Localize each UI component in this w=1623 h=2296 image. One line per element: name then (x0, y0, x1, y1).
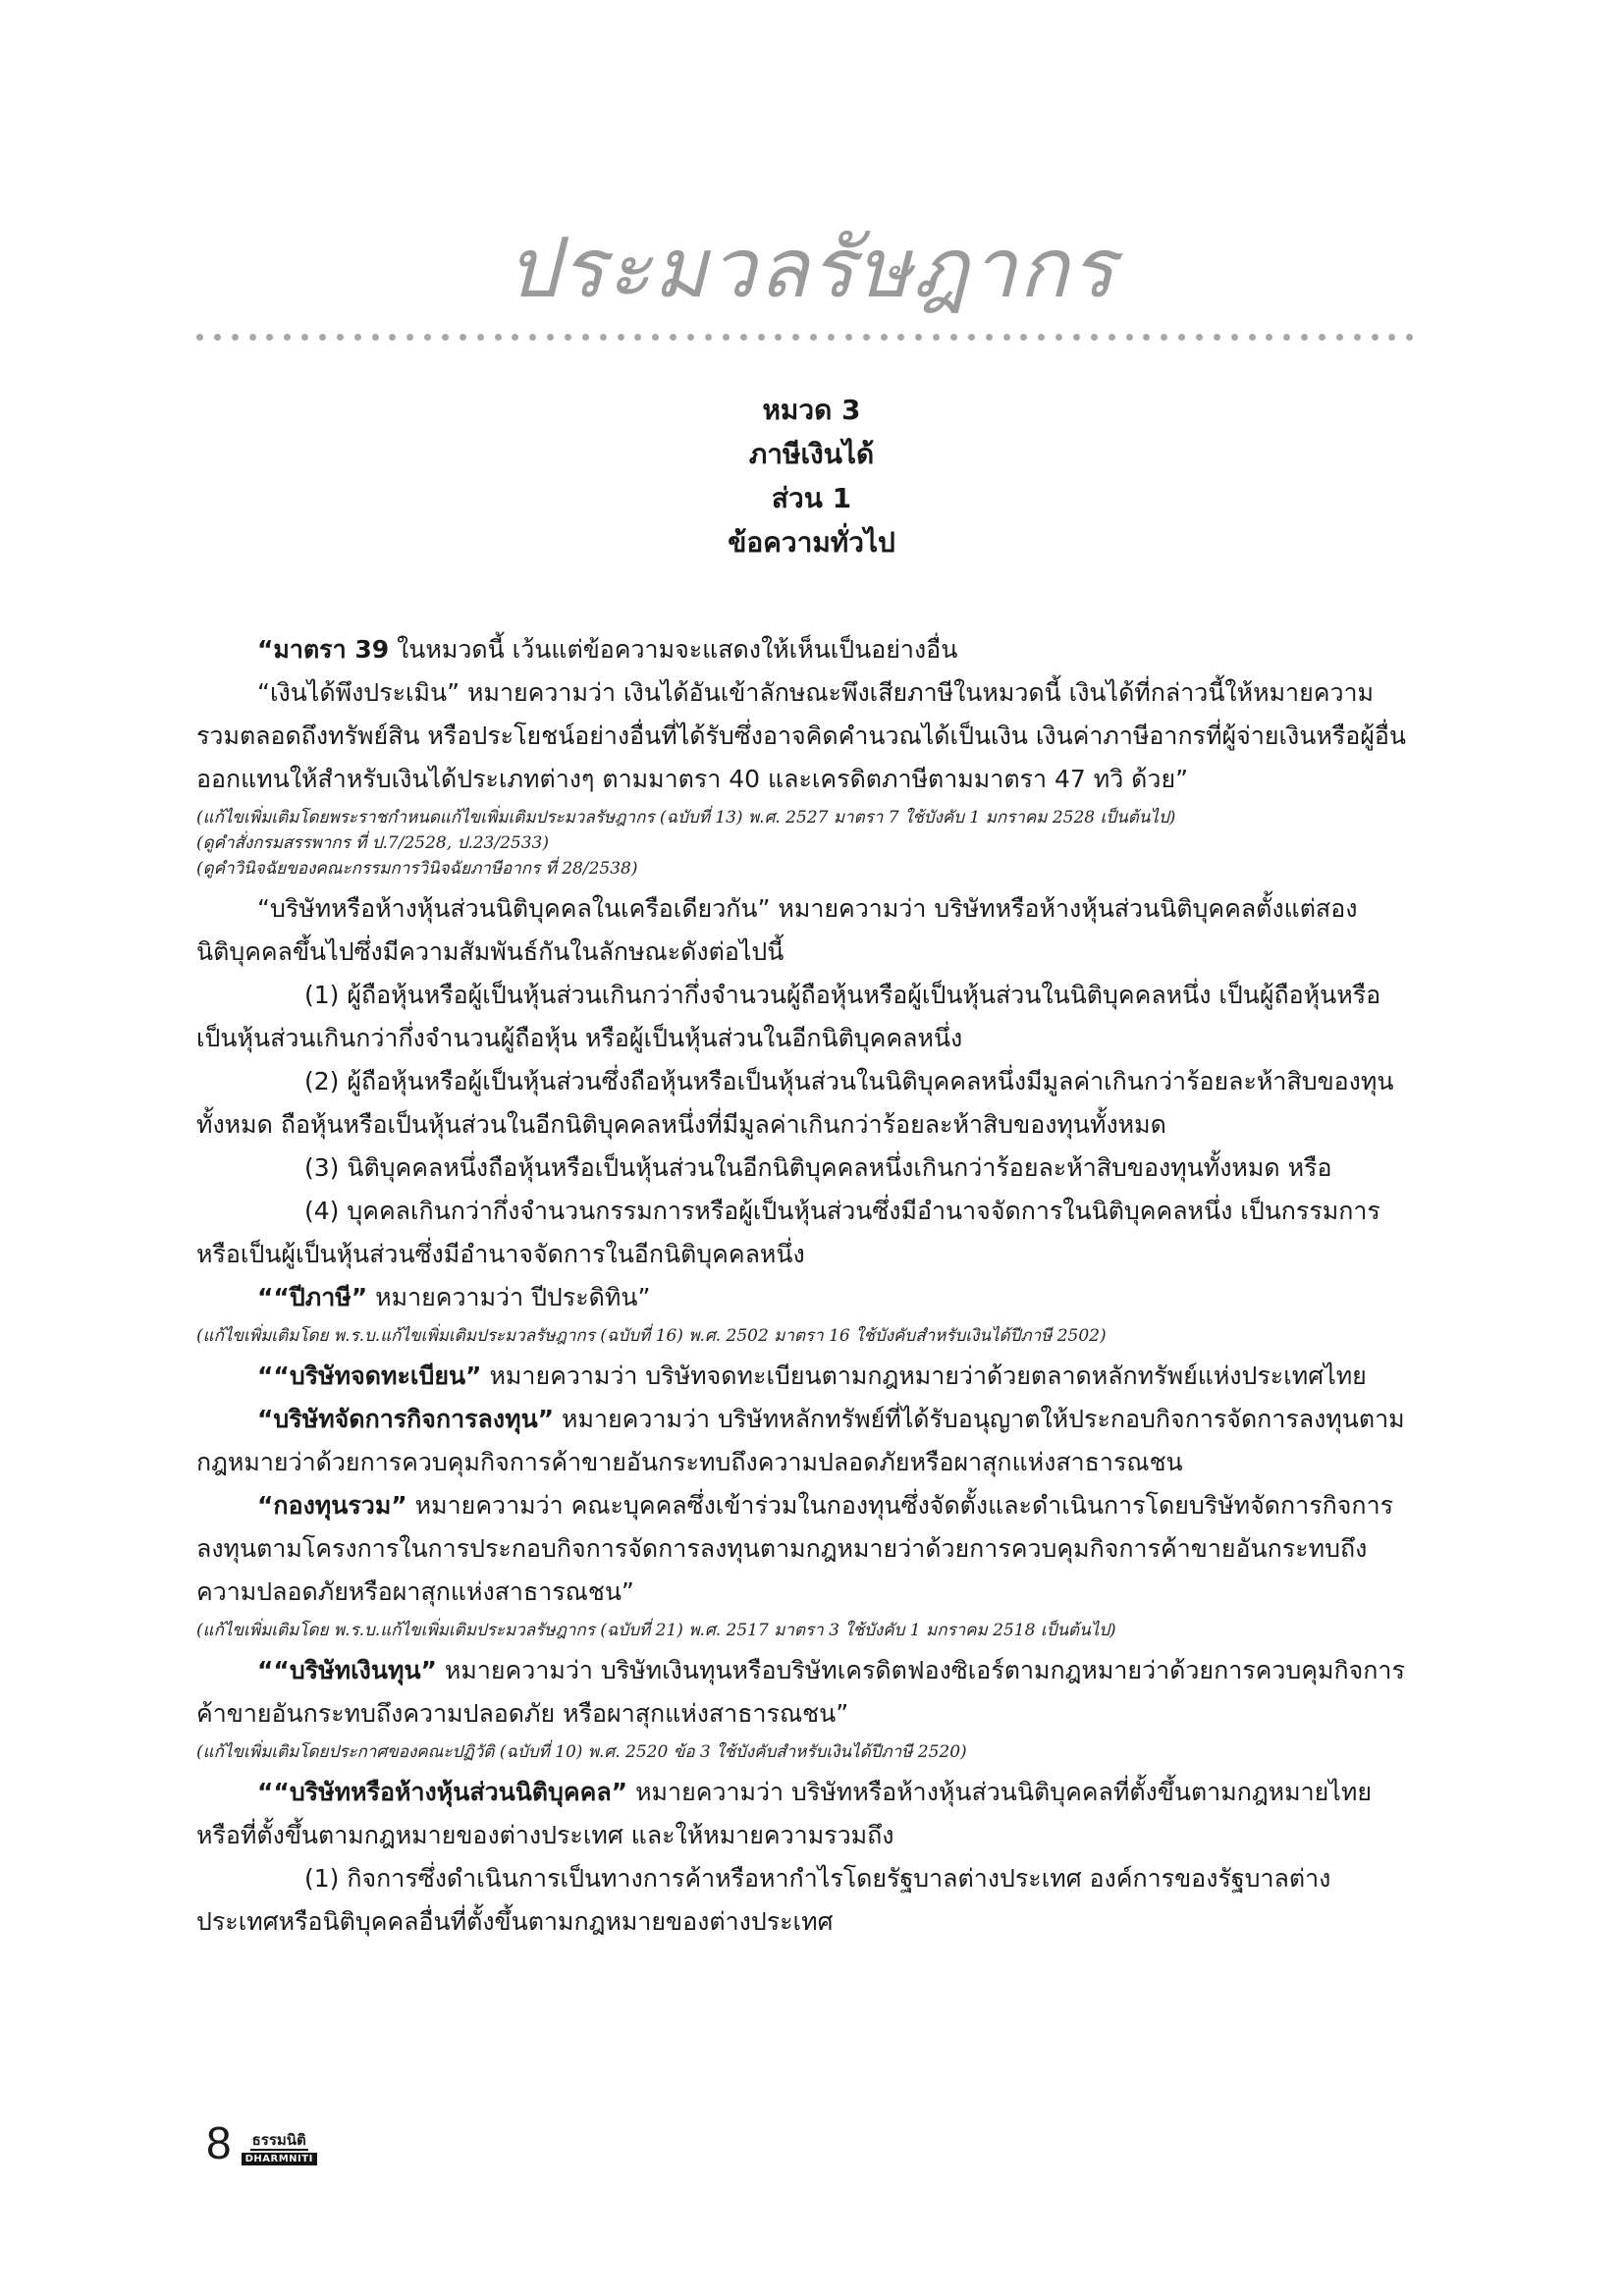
divider-dot (424, 334, 431, 341)
divider-dot (495, 334, 502, 341)
divider-dot (1406, 334, 1413, 341)
divider-dot (372, 334, 379, 341)
logo-english-text: DHARMNITI (242, 2153, 317, 2165)
definition-affiliated-companies: “บริษัทหรือห้างหุ้นส่วนนิติบุคคลในเครือเดียวกัน” หมายความว่า บริษัทหรือห้างหุ้นส่วนนิติบุคคลตั้งแต่สองนิติบุคคลขึ้นไปซึ่งมีความสัมพันธ์กันในลักษณะดังต่อไปนี้ (196, 894, 1358, 966)
section-39-intro: “มาตรา 39 ในหมวดนี้ เว้นแต่ข้อความจะแสดงให้เห็นเป็นอย่างอื่น (257, 635, 958, 664)
divider-dot (214, 334, 221, 341)
divider-dot (1336, 334, 1343, 341)
divider-dot (529, 334, 536, 341)
divider-dot (1301, 334, 1308, 341)
definition-juristic-company: ““บริษัทหรือห้างหุ้นส่วนนิติบุคคล” หมายความว่า บริษัทหรือห้างหุ้นส่วนนิติบุคคลที่ตั้งขึ้นตามกฎหมายไทย หรือที่ตั้งขึ้นตามกฎหมายของต่างประเทศ และให้หมายความรวมถึง (196, 1778, 1372, 1849)
divider-dot (723, 334, 730, 341)
divider-dot (1196, 334, 1203, 341)
definition-listed-company: ““บริษัทจดทะเบียน” หมายความว่า บริษัทจดทะเบียนตามกฎหมายว่าด้วยตลาดหลักทรัพย์แห่งประเทศไทย (257, 1362, 1367, 1390)
page-title: ประมวลรัษฎากร (506, 220, 1117, 316)
divider-dot (1319, 334, 1325, 341)
divider-dot (460, 334, 466, 341)
definition-finance-company: ““บริษัทเงินทุน” หมายความว่า บริษัทเงินทุนหรือบริษัทเครดิตฟองซิเอร์ตามกฎหมายว่าด้วยการควบคุมกิจการค้าขายอันกระทบถึงความปลอดภัย หรือผาสุกแห่งสาธารณชน” (196, 1656, 1405, 1728)
clause-item: (1) กิจการซึ่งดำเนินการเป็นทางการค้าหรือหากำไรโดยรัฐบาลต่างประเทศ องค์การของรัฐบาลต่างประเทศหรือนิติบุคคลอื่นที่ตั้งขึ้นตามกฎหมายของต่างประเทศ (196, 1864, 1331, 1936)
divider-dot (1388, 334, 1395, 341)
divider-dot (1109, 334, 1115, 341)
chapter-number: หมวด 3 (762, 394, 861, 426)
divider-dot (512, 334, 518, 341)
divider-dot (1372, 334, 1379, 341)
divider-dot (406, 334, 413, 341)
divider-dot (1143, 334, 1150, 341)
divider-dot (810, 334, 817, 341)
divider-dot (232, 334, 239, 341)
divider-dot (582, 334, 589, 341)
divider-dot (1038, 334, 1045, 341)
amendment-note: (แก้ไขเพิ่มเติมโดย พ.ร.บ.แก้ไขเพิ่มเติมประมวลรัษฎากร (ฉบับที่ 21) พ.ศ. 2517 มาตรา 3 ใช้บังคับ 1 มกราคม 2518 เป็นต้นไป) (196, 1621, 1116, 1640)
divider-dot (301, 334, 308, 341)
page-footer (206, 2117, 317, 2168)
divider-dot (442, 334, 449, 341)
divider-dot (897, 334, 904, 341)
divider-dot (670, 334, 676, 341)
dotted-divider (196, 327, 1414, 347)
divider-dot (337, 334, 344, 341)
page-number: 8 (206, 2117, 232, 2168)
divider-dot (1055, 334, 1062, 341)
amendment-note: (แก้ไขเพิ่มเติมโดยพระราชกำหนดแก้ไขเพิ่มเติมประมวลรัษฎากร (ฉบับที่ 13) พ.ศ. 2527 มาตรา 7 ใช้บังคับ 1 มกราคม 2528 เป็นต้นไป) (196, 808, 1176, 828)
clause-item: (2) ผู้ถือหุ้นหรือผู้เป็นหุ้นส่วนซึ่งถือหุ้นหรือเป็นหุ้นส่วนในนิติบุคคลหนึ่งมีมูลค่าเกินกว่าร้อยละห้าสิบของทุนทั้งหมด ถือหุ้นหรือเป็นหุ้นส่วนในอีกนิติบุคคลหนึ่งที่มีมูลค่าเกินกว่าร้อยละห้าสิบของทุนทั้งหมด (196, 1067, 1394, 1139)
divider-dot (705, 334, 712, 341)
divider-dot (775, 334, 782, 341)
divider-dot (1161, 334, 1167, 341)
publisher-logo (242, 2131, 317, 2165)
divider-dot (547, 334, 554, 341)
divider-dot (196, 334, 203, 341)
divider-dot (1091, 334, 1098, 341)
divider-dot (1214, 334, 1220, 341)
divider-dot (758, 334, 765, 341)
divider-dot (1266, 334, 1272, 341)
term-label: ““บริษัทหรือห้างหุ้นส่วนนิติบุคคล” (257, 1778, 628, 1806)
divider-dot (792, 334, 799, 341)
divider-dot (1231, 334, 1238, 341)
chapter-heading (0, 388, 1623, 564)
divider-dot (1249, 334, 1256, 341)
divider-dot (1003, 334, 1010, 341)
divider-dot (915, 334, 922, 341)
divider-dot (1020, 334, 1027, 341)
term-label: “บริษัทจัดการกิจการลงทุน” (257, 1405, 555, 1433)
divider-dot (740, 334, 747, 341)
divider-dot (1283, 334, 1290, 341)
part-number: ส่วน 1 (771, 482, 852, 514)
logo-thai-text: ธรรมนิติ (251, 2131, 306, 2149)
definition-asset-management-company: “บริษัทจัดการกิจการลงทุน” หมายความว่า บริษัทหลักทรัพย์ที่ได้รับอนุญาตให้ประกอบกิจการจัดการลงทุนตามกฎหมายว่าด้วยการควบคุมกิจการค้าขายอันกระทบถึงความปลอดภัยหรือผาสุกแห่งสาธารณชน (196, 1405, 1405, 1476)
divider-dot (389, 334, 396, 341)
divider-dot (933, 334, 940, 341)
divider-dot (565, 334, 571, 341)
section-label: “มาตรา 39 (257, 635, 390, 664)
divider-dot (477, 334, 484, 341)
divider-dot (319, 334, 326, 341)
term-label: ““บริษัทจดทะเบียน” (257, 1362, 482, 1390)
clause-item: (3) นิติบุคคลหนึ่งถือหุ้นหรือเป็นหุ้นส่วนในอีกนิติบุคคลหนึ่งเกินกว่าร้อยละห้าสิบของทุนทั้งหมด หรือ (304, 1153, 1332, 1182)
divider-dot (284, 334, 291, 341)
reference-note: (ดูคำวินิจฉัยของคณะกรรมการวินิจฉัยภาษีอากร ที่ 28/2538) (196, 859, 638, 879)
definition-tax-year: ““ปีภาษี” หมายความว่า ปีประดิทิน” (257, 1283, 651, 1311)
divider-dot (652, 334, 659, 341)
divider-dot (249, 334, 256, 341)
part-title: ข้อความทั่วไป (728, 526, 895, 559)
divider-dot (266, 334, 273, 341)
term-label: ““ปีภาษี” (257, 1283, 368, 1311)
divider-dot (950, 334, 957, 341)
clause-item: (4) บุคคลเกินกว่ากึ่งจำนวนกรรมการหรือผู้เป็นหุ้นส่วนซึ่งมีอำนาจจัดการในนิติบุคคลหนึ่ง เป็นกรรมการหรือเป็นผู้เป็นหุ้นส่วนซึ่งมีอำนาจจัดการในอีกนิติบุคคลหนึ่ง (196, 1197, 1380, 1268)
divider-dot (618, 334, 624, 341)
amendment-note: (แก้ไขเพิ่มเติมโดยประกาศของคณะปฏิวัติ (ฉบับที่ 10) พ.ศ. 2520 ข้อ 3 ใช้บังคับสำหรับเงินได้ปีภาษี 2520) (196, 1742, 967, 1762)
definition-assessable-income: “เงินได้พึงประเมิน” หมายความว่า เงินได้อันเข้าลักษณะพึงเสียภาษีในหมวดนี้ เงินได้ที่กล่าวนี้ให้หมายความรวมตลอดถึงทรัพย์สิน หรือประโยชน์อย่างอื่นที่ได้รับซึ่งอาจคิดคำนวณได้เป็นเงิน เงินค่าภาษีอากรที่ผู้จ่ายเงินหรือผู้อื่นออกแทนให้สำหรับเงินได้ประเภทต่างๆ ตามมาตรา 40 และเครดิตภาษีตามมาตรา 47 ทวิ ด้วย” (196, 678, 1407, 793)
divider-dot (828, 334, 835, 341)
divider-dot (354, 334, 361, 341)
divider-dot (634, 334, 641, 341)
clause-item: (1) ผู้ถือหุ้นหรือผู้เป็นหุ้นส่วนเกินกว่ากึ่งจำนวนผู้ถือหุ้นหรือผู้เป็นหุ้นส่วนในนิติบุคคลหนึ่ง เป็นผู้ถือหุ้นหรือเป็นหุ้นส่วนเกินกว่ากึ่งจำนวนผู้ถือหุ้น หรือผู้เป็นหุ้นส่วนในอีกนิติบุคคลหนึ่ง (196, 981, 1381, 1052)
divider-dot (881, 334, 888, 341)
reference-note: (ดูคำสั่งกรมสรรพากร ที่ ป.7/2528, ป.23/2533) (196, 833, 549, 853)
definition-mutual-fund: “กองทุนรวม” หมายความว่า คณะบุคคลซึ่งเข้าร่วมในกองทุนซึ่งจัดตั้งและดำเนินการโดยบริษัทจัดการกิจการลงทุนตามโครงการในการประกอบกิจการจัดการลงทุนตามกฎหมายว่าด้วยการควบคุมกิจการค้าขายอันกระทบถึงความปลอดภัยหรือผาสุกแห่งสาธารณชน” (196, 1491, 1394, 1606)
divider-dot (845, 334, 852, 341)
divider-dot (600, 334, 607, 341)
divider-dot (968, 334, 975, 341)
term-label: ““บริษัทเงินทุน” (257, 1656, 437, 1684)
divider-dot (1178, 334, 1185, 341)
divider-dot (863, 334, 870, 341)
divider-dot (1073, 334, 1080, 341)
term-label: “กองทุนรวม” (257, 1491, 407, 1520)
divider-dot (986, 334, 993, 341)
divider-dot (1126, 334, 1133, 341)
divider-dot (1354, 334, 1361, 341)
document-body (196, 628, 1409, 1944)
amendment-note: (แก้ไขเพิ่มเติมโดย พ.ร.บ.แก้ไขเพิ่มเติมประมวลรัษฎากร (ฉบับที่ 16) พ.ศ. 2502 มาตรา 16 ใช้บังคับสำหรับเงินได้ปีภาษี 2502) (196, 1326, 1107, 1346)
chapter-title: ภาษีเงินได้ (748, 438, 875, 470)
divider-dot (687, 334, 694, 341)
